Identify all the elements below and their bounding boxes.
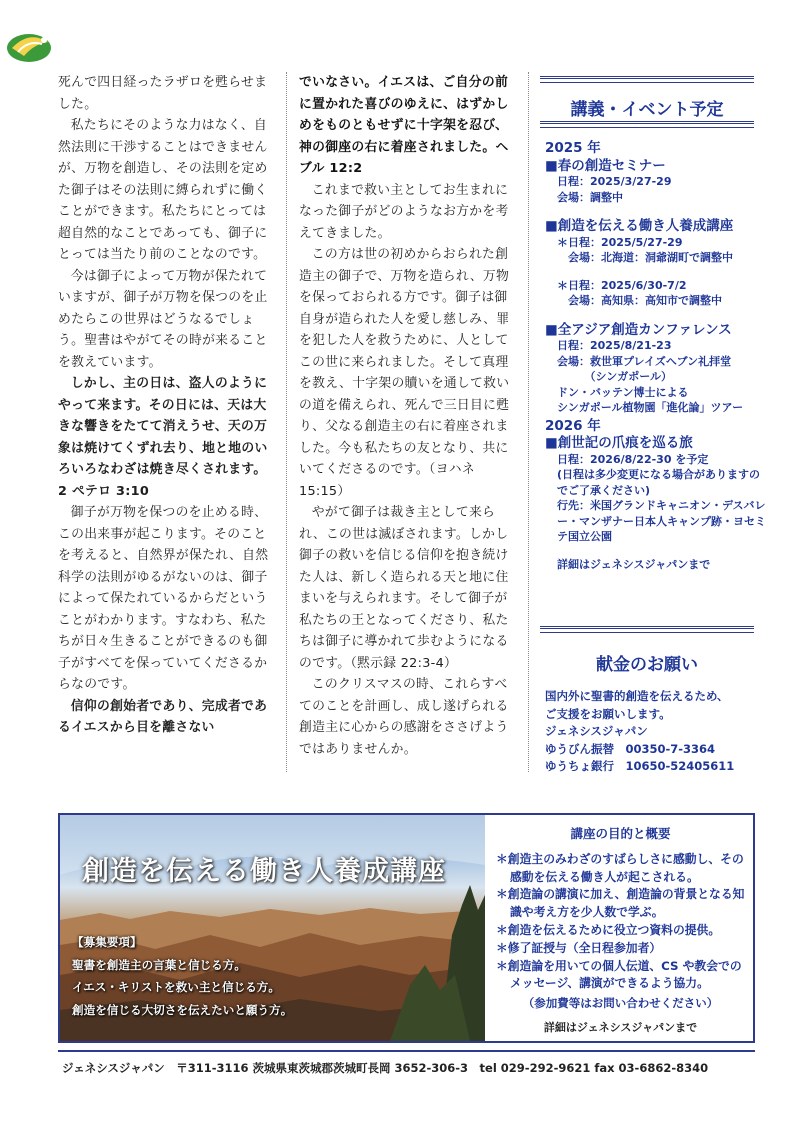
recruit-line: 聖書を創造主の言葉と信じる方。 bbox=[72, 957, 246, 972]
event-detail bbox=[545, 205, 770, 217]
column-divider bbox=[286, 72, 287, 772]
article-paragraph: でいなさい。イエスは、ご自分の前に置かれた喜びのゆえに、はずかしめをものともせずに十字架を忍び、神の御座の右に着座されました。ヘブル 12:2 bbox=[299, 75, 509, 176]
article-paragraph: 御子が万物を保つのを止める時、この出来事が起こります。そのことを考えると、自然界が保たれ、自然科学の法則がゆるがないのは、御子によって保たれているからだということがわかります。すなわち、私たちが日々生きることができるのも御子がすべてを保っていてくださるからなのです。 bbox=[58, 505, 269, 692]
event-detail bbox=[545, 266, 770, 278]
sidebar-rule bbox=[540, 121, 754, 128]
purpose-item: ＊創造主のみわざのすばらしさに感動し、その感動を伝える働き人が起こされる。 bbox=[496, 851, 744, 884]
event-detail: ドン・バッテン博士による bbox=[557, 385, 689, 399]
donation-line: 国内外に聖書的創造を伝えるため、 bbox=[545, 689, 729, 703]
donation-line: ゆうちょ銀行 10650-52405611 bbox=[545, 759, 735, 773]
donation-line: ご支援をお願いします。 bbox=[545, 706, 671, 721]
article-paragraph: 今は御子によって万物が保たれていますが、御子が万物を保つのを止めたらこの世界はどうなるでしょう。聖書はやがてその時が来ることを教えています。 bbox=[58, 268, 268, 370]
purpose-item: ＊創造論を用いての個人伝道、CS や教会でのメッセージ、講演ができるよう協力。 bbox=[496, 958, 742, 991]
donation-info bbox=[545, 688, 765, 776]
event-detail: 日程：2026/8/22-30 を予定 bbox=[557, 452, 709, 466]
article-paragraph: やがて御子は裁き主として来られ、この世は滅ぼされます。しかし御子の救いを信じる信仰を抱き続けた人は、新しく造られる天と地に住まいを与えられます。そして御子が私たちの王となってくださり、私たちは御子に導かれて歩むようになるのです。（黙示録 22:3-4） bbox=[299, 505, 509, 671]
sidebar-rule bbox=[540, 626, 754, 633]
article-paragraph: 死んで四日経ったラザロを甦らせました。 bbox=[58, 75, 268, 112]
events-note: 詳細はジェネシスジャパンまで bbox=[557, 557, 711, 571]
article-paragraph: この方は世の初めからおられた創造主の御子で、万物を造られ、万物を保っておられる方です。御子は御自身が造られた人を愛し慈しみ、罪を犯した人を救うために、人としてこの世に来られました。そして真理を教え、十字架の贖いを通して救いの道を備えられ、死んで三日目に甦り、父なる創造主の右に着座されました。今も私たちの友となり、共にいてくださるのです。（ヨハネ 15:15） bbox=[299, 247, 510, 499]
article-paragraph: 私たちにそのような力はなく、自然法則に干渉することはできませんが、万物を創造し、その法則を定めた御子はその法則に縛られずに働くことができます。私たちにとっては超自然的なことであっても、御子にとっては当たり前のことなのです。 bbox=[58, 118, 268, 262]
purpose-item: ＊創造論の講演に加え、創造論の背景となる知識や考え方を少人数で学ぶ。 bbox=[496, 887, 745, 920]
banner-title: 創造を伝える働き人養成講座 bbox=[82, 856, 446, 887]
article-column-1 bbox=[58, 72, 271, 739]
event-detail: ＊日程：2025/6/30-7/2 bbox=[557, 278, 687, 292]
column-divider bbox=[528, 72, 529, 772]
article-paragraph: しかし、主の日は、盗人のようにやって来ます。その日には、天は大きな響きをたてて消えうせ、天の万象は焼けてくずれ去り、地と地のいろいろなわざは焼き尽くされます。2 ペテロ 3:10 bbox=[58, 376, 268, 499]
event-year: 2026 年 bbox=[545, 417, 601, 434]
event-detail: 日程：2025/3/27-29 bbox=[557, 175, 672, 188]
donation-line: ゆうびん振替 00350-7-3364 bbox=[545, 741, 716, 756]
event-detail: 会場：救世軍プレイズヘブン礼拝堂 bbox=[557, 354, 732, 368]
purpose-heading: 講座の目的と概要 bbox=[570, 826, 671, 841]
event-title: ■春の創造セミナー bbox=[545, 157, 666, 174]
event-title: ■全アジア創造カンファレンス bbox=[545, 321, 732, 338]
footer-contact: ジェネシスジャパン 〒311-3116 茨城県東茨城郡茨城町長岡 3652-306-3 tel 029-292-9621 fax 03-6862-8340 bbox=[62, 1061, 709, 1075]
sidebar-rule bbox=[540, 76, 754, 83]
article-paragraph: このクリスマスの時、これらすべてのことを計画し、成し遂げられる創造主に心からの感謝をささげようではありませんか。 bbox=[299, 677, 509, 757]
donation-line: ジェネシスジャパン bbox=[545, 724, 648, 738]
canyon-photo bbox=[60, 815, 485, 1041]
course-purpose bbox=[488, 815, 753, 1041]
event-detail: 会場：調整中 bbox=[557, 190, 623, 204]
event-detail: シンガポール植物園「進化論」ツアー bbox=[557, 401, 744, 414]
recruitment-requirements bbox=[72, 931, 292, 1021]
tree-leaf-logo-icon bbox=[4, 22, 54, 66]
event-year: 2025 年 bbox=[545, 140, 601, 156]
fee-note: （参加費等はお問い合わせください） bbox=[522, 996, 719, 1011]
recruit-line: 【募集要項】 bbox=[72, 935, 142, 949]
recruit-line: 創造を信じる大切さを伝えたいと願う方。 bbox=[72, 1002, 293, 1017]
article-paragraph: これまで救い主としてお生まれになった御子がどのようなお方かを考えてきました。 bbox=[299, 182, 509, 241]
event-detail: ＊日程：2025/5/27-29 bbox=[557, 235, 683, 249]
event-detail bbox=[545, 309, 770, 321]
event-detail: （シンガポール） bbox=[557, 370, 673, 383]
event-detail: 行先：米国グランドキャニオン・デスバレー・マンザナー日本人キャンプ跡・ヨセミテ国立公園 bbox=[557, 499, 766, 543]
purpose-item: ＊創造を伝えるために役立つ資料の提供。 bbox=[496, 922, 721, 937]
events-title: 講義・イベント予定 bbox=[570, 100, 724, 120]
event-detail: 日程：2025/8/21-23 bbox=[557, 339, 672, 352]
event-title: ■創造を伝える働き人養成講座 bbox=[545, 218, 734, 234]
details-note: 詳細はジェネシスジャパンまで bbox=[543, 1020, 698, 1034]
event-title: ■創世記の爪痕を巡る旅 bbox=[545, 435, 693, 451]
purpose-item: ＊修了証授与（全日程参加者） bbox=[496, 940, 662, 955]
event-detail: 会場：高知県：高知市で調整中 bbox=[557, 294, 722, 307]
footer-rule bbox=[58, 1050, 755, 1052]
article-paragraph: 信仰の創始者であり、完成者であるイエスから目を離さない bbox=[58, 698, 268, 735]
event-detail: (日程は多少変更になる場合がありますのでご了承ください) bbox=[557, 468, 761, 497]
recruit-line: イエス・キリストを救い主と信じる方。 bbox=[72, 980, 280, 994]
event-detail: 会場：北海道：洞爺湖町で調整中 bbox=[557, 251, 733, 264]
events-list bbox=[545, 138, 770, 572]
course-banner bbox=[58, 813, 755, 1043]
article-column-2 bbox=[299, 72, 512, 760]
donation-title: 献金のお願い bbox=[596, 655, 698, 675]
